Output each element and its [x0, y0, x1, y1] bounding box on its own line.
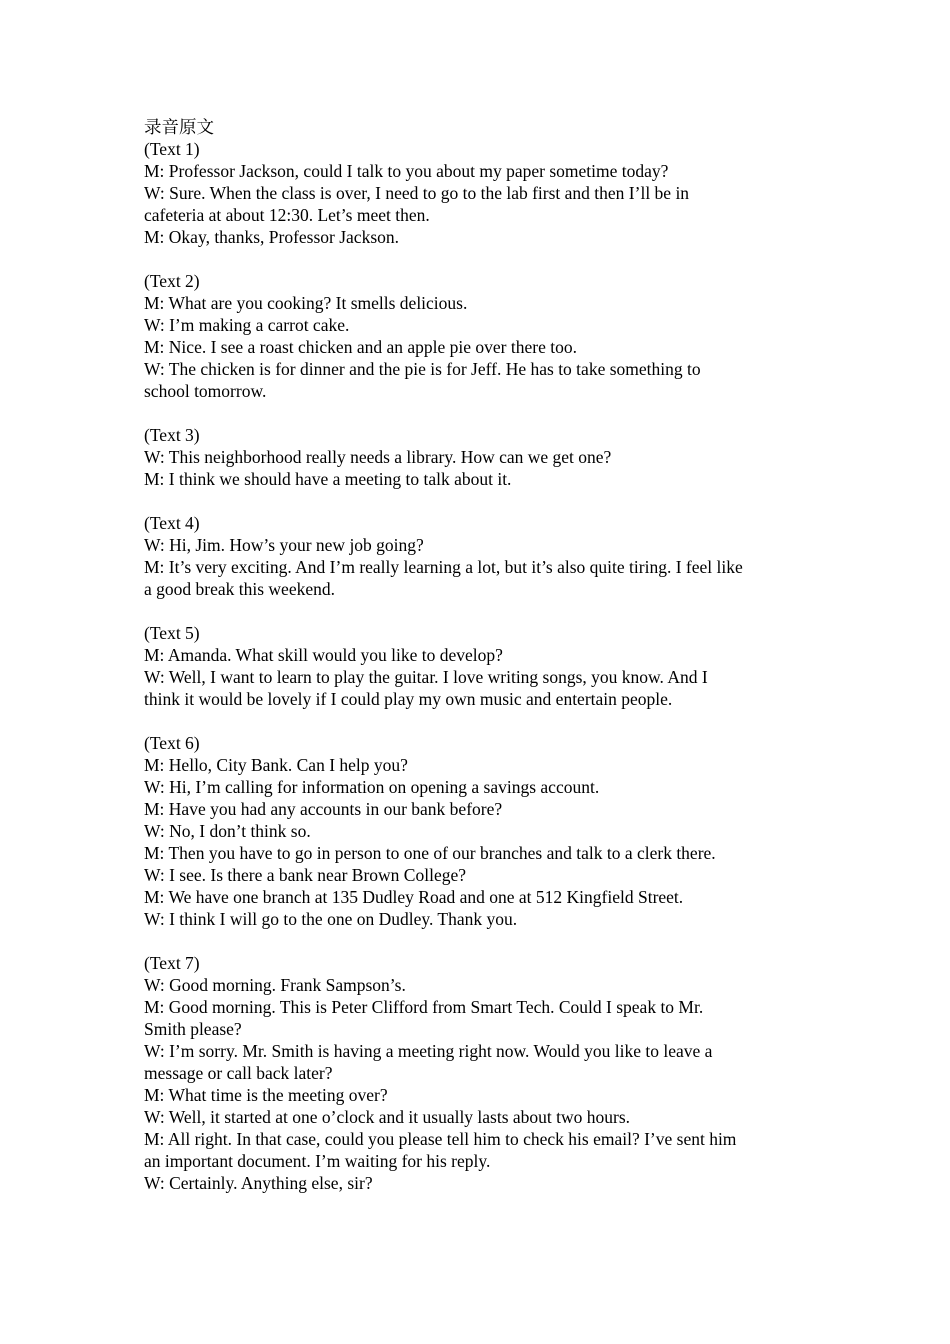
dialogue-line: M: I think we should have a meeting to talk about it. — [144, 469, 512, 489]
dialogue-line: W: I’m making a carrot cake. — [144, 315, 350, 335]
blank-line — [144, 402, 824, 424]
section-heading: (Text 1) — [144, 139, 200, 159]
section-heading: (Text 3) — [144, 425, 200, 445]
section-heading: (Text 2) — [144, 271, 200, 291]
blank-line — [144, 490, 824, 512]
dialogue-line: W: Certainly. Anything else, sir? — [144, 1173, 373, 1193]
section-text-1 — [144, 138, 824, 248]
dialogue-line: W: This neighborhood really needs a library. How can we get one? — [144, 447, 612, 467]
section-text-7 — [144, 952, 824, 1194]
dialogue-line: W: I see. Is there a bank near Brown College? — [144, 865, 466, 885]
section-text-4 — [144, 512, 824, 600]
transcript-page — [144, 116, 824, 1194]
dialogue-line: W: I’m sorry. Mr. Smith is having a meeting right now. Would you like to leave a — [144, 1041, 713, 1061]
section-heading: (Text 5) — [144, 623, 200, 643]
dialogue-line: M: Have you had any accounts in our bank before? — [144, 799, 503, 819]
dialogue-line: M: We have one branch at 135 Dudley Road and one at 512 Kingfield Street. — [144, 887, 684, 907]
dialogue-line: M: Hello, City Bank. Can I help you? — [144, 755, 408, 775]
blank-line — [144, 930, 824, 952]
dialogue-line: think it would be lovely if I could play my own music and entertain people. — [144, 689, 673, 709]
section-text-2 — [144, 270, 824, 402]
section-heading: (Text 7) — [144, 953, 200, 973]
section-text-6 — [144, 732, 824, 930]
section-heading: (Text 4) — [144, 513, 200, 533]
dialogue-line: school tomorrow. — [144, 381, 267, 401]
dialogue-line: message or call back later? — [144, 1063, 333, 1083]
blank-line — [144, 600, 824, 622]
document-title: 录音原文 — [144, 117, 214, 137]
dialogue-line: W: The chicken is for dinner and the pie is for Jeff. He has to take something to — [144, 359, 701, 379]
dialogue-line: a good break this weekend. — [144, 579, 335, 599]
dialogue-line: M: Amanda. What skill would you like to develop? — [144, 645, 503, 665]
section-text-3 — [144, 424, 824, 490]
dialogue-line: M: Professor Jackson, could I talk to you about my paper sometime today? — [144, 161, 669, 181]
dialogue-line: M: Good morning. This is Peter Clifford from Smart Tech. Could I speak to Mr. — [144, 997, 704, 1017]
blank-line — [144, 710, 824, 732]
dialogue-line: M: What time is the meeting over? — [144, 1085, 388, 1105]
dialogue-line: W: Sure. When the class is over, I need to go to the lab first and then I’ll be in — [144, 183, 690, 203]
dialogue-line: W: Good morning. Frank Sampson’s. — [144, 975, 406, 995]
dialogue-line: M: All right. In that case, could you please tell him to check his email? I’ve sent him — [144, 1129, 737, 1149]
dialogue-line: M: It’s very exciting. And I’m really learning a lot, but it’s also quite tiring. I feel like — [144, 557, 743, 577]
dialogue-line: cafeteria at about 12:30. Let’s meet then. — [144, 205, 430, 225]
dialogue-line: W: I think I will go to the one on Dudley. Thank you. — [144, 909, 518, 929]
dialogue-line: M: What are you cooking? It smells delicious. — [144, 293, 468, 313]
blank-line — [144, 248, 824, 270]
dialogue-line: M: Then you have to go in person to one of our branches and talk to a clerk there. — [144, 843, 716, 863]
dialogue-line: an important document. I’m waiting for his reply. — [144, 1151, 491, 1171]
section-heading: (Text 6) — [144, 733, 200, 753]
dialogue-line: W: Well, I want to learn to play the guitar. I love writing songs, you know. And I — [144, 667, 708, 687]
dialogue-line: W: Hi, Jim. How’s your new job going? — [144, 535, 424, 555]
dialogue-line: Smith please? — [144, 1019, 242, 1039]
dialogue-line: W: Well, it started at one o’clock and it usually lasts about two hours. — [144, 1107, 631, 1127]
dialogue-line: M: Okay, thanks, Professor Jackson. — [144, 227, 400, 247]
dialogue-line: W: No, I don’t think so. — [144, 821, 311, 841]
dialogue-line: M: Nice. I see a roast chicken and an apple pie over there too. — [144, 337, 577, 357]
dialogue-line: W: Hi, I’m calling for information on opening a savings account. — [144, 777, 600, 797]
section-text-5 — [144, 622, 824, 710]
